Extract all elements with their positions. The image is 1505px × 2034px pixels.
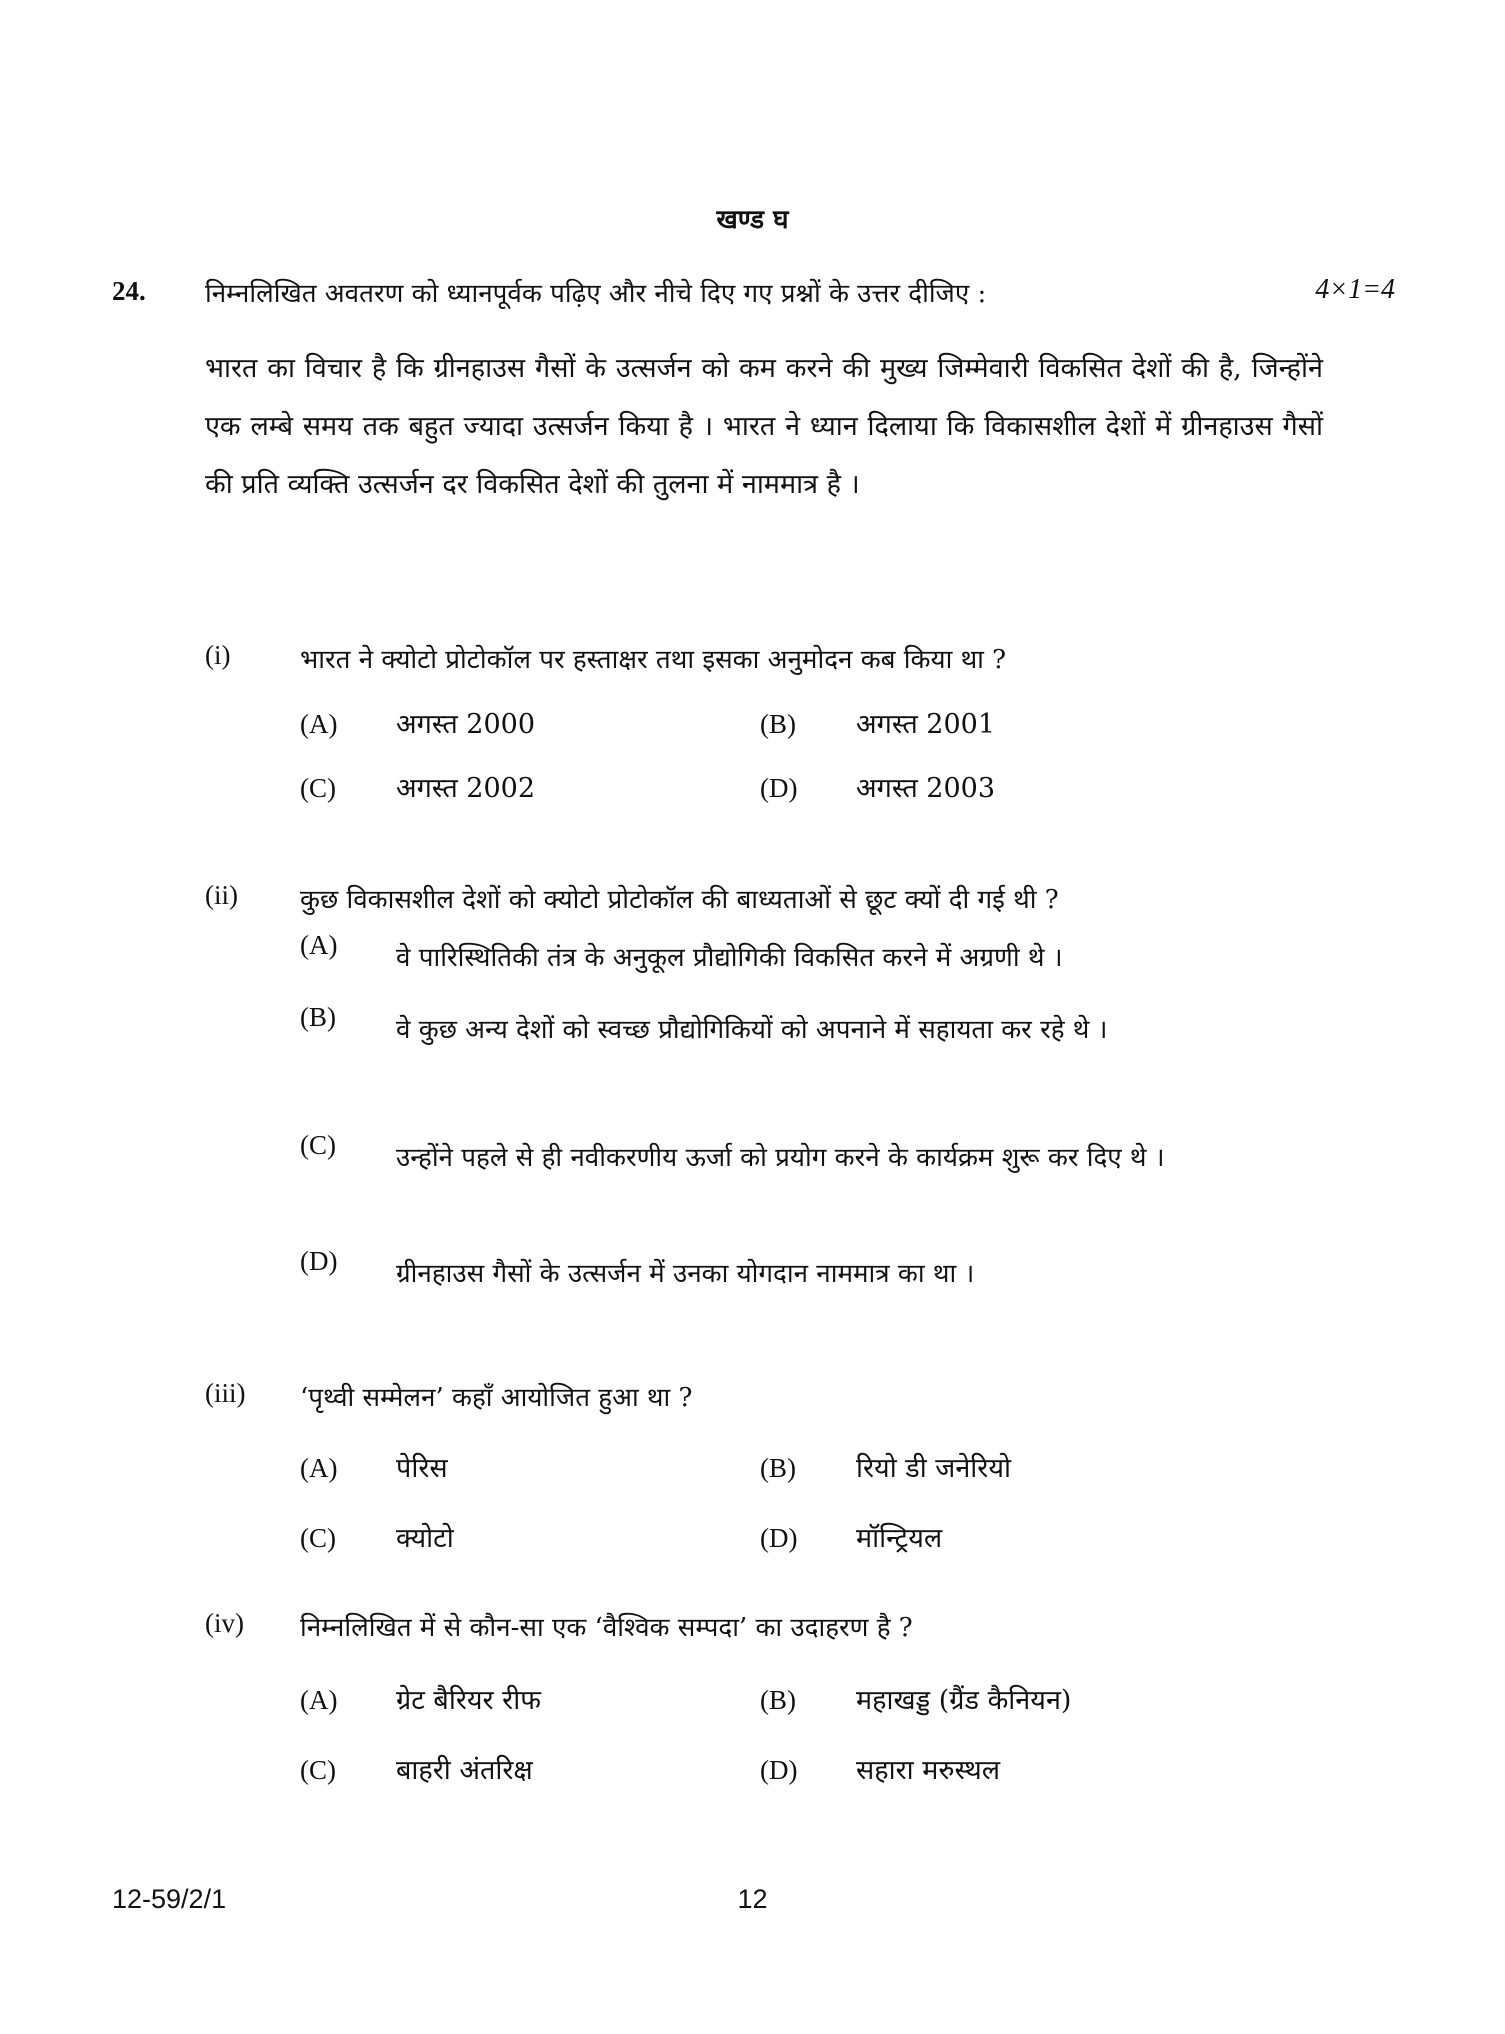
option-b[interactable] bbox=[760, 1448, 1011, 1485]
option-text: ग्रेट बैरियर रीफ bbox=[396, 1685, 542, 1716]
option-text: अगस्त 2003 bbox=[856, 773, 996, 804]
question-number: 24. bbox=[112, 276, 146, 306]
paper-code: 12-59/2/1 bbox=[112, 1884, 227, 1914]
subquestion-label: (iv) bbox=[205, 1608, 244, 1638]
option-text: उन्होंने पहले से ही नवीकरणीय ऊर्जा को प्रयोग करने के कार्यक्रम शुरू कर दिए थे । bbox=[396, 1143, 1165, 1173]
option-text: अगस्त 2000 bbox=[396, 709, 536, 740]
option-text: ग्रीनहाउस गैसों के उत्सर्जन में उनका योगदान नाममात्र का था । bbox=[396, 1259, 975, 1289]
subquestion-text: निम्नलिखित में से कौन-सा एक ‘वैश्विक सम्पदा’ का उदाहरण है ? bbox=[300, 1613, 913, 1643]
option-a[interactable] bbox=[300, 930, 1330, 986]
passage-text: भारत का विचार है कि ग्रीनहाउस गैसों के उत्सर्जन को कम करने की मुख्य जिम्मेवारी विकसित देशों की है, जिन्होंने एक लम्बे समय तक बहुत ज्यादा उत्सर्जन किया है । भारत ने ध्यान दिलाया कि विकासशील देशों में ग्रीनहाउस गैसों की प्रति व्यक्ति उत्सर्जन दर विकसित देशों की तुलना में नाममात्र है । bbox=[205, 353, 1323, 500]
subquestion-text: भारत ने क्योटो प्रोटोकॉल पर हस्ताक्षर तथा इसका अनुमोदन कब किया था ? bbox=[300, 645, 1007, 675]
page-number: 12 bbox=[737, 1884, 768, 1914]
option-text: अगस्त 2002 bbox=[396, 773, 536, 804]
option-b[interactable] bbox=[300, 1002, 1330, 1058]
option-label: (C) bbox=[300, 1523, 336, 1553]
option-label: (D) bbox=[300, 1246, 338, 1276]
option-c[interactable] bbox=[300, 1518, 454, 1555]
option-text: मॉन्ट्रियल bbox=[856, 1523, 943, 1554]
option-label: (D) bbox=[760, 1523, 798, 1553]
option-c[interactable] bbox=[300, 1130, 1330, 1186]
option-label: (A) bbox=[300, 930, 338, 960]
option-d[interactable] bbox=[300, 1246, 1330, 1302]
option-text: रियो डी जनेरियो bbox=[856, 1453, 1011, 1484]
marks-allocation: 4×1=4 bbox=[1315, 274, 1395, 305]
subquestion-label: (ii) bbox=[205, 880, 238, 910]
subquestion-text: कुछ विकासशील देशों को क्योटो प्रोटोकॉल की बाध्यताओं से छूट क्यों दी गई थी ? bbox=[300, 885, 1059, 915]
option-label: (D) bbox=[760, 773, 798, 803]
option-text: महाखड्ड (ग्रैंड कैनियन) bbox=[856, 1685, 1072, 1716]
option-label: (B) bbox=[760, 1685, 796, 1715]
option-label: (A) bbox=[300, 709, 338, 739]
option-a[interactable] bbox=[300, 1680, 541, 1717]
section-title: खण्ड घ bbox=[716, 205, 789, 235]
option-text: क्योटो bbox=[396, 1523, 454, 1554]
option-label: (A) bbox=[300, 1453, 338, 1483]
option-label: (B) bbox=[760, 1453, 796, 1483]
subquestion-text: ‘पृथ्वी सम्मेलन’ कहाँ आयोजित हुआ था ? bbox=[300, 1383, 693, 1413]
subquestion-label: (i) bbox=[205, 640, 231, 670]
option-text: वे कुछ अन्य देशों को स्वच्छ प्रौद्योगिकियों को अपनाने में सहायता कर रहे थे । bbox=[396, 1015, 1108, 1045]
option-text: बाहरी अंतरिक्ष bbox=[396, 1755, 533, 1786]
option-a[interactable] bbox=[300, 1448, 448, 1485]
option-d[interactable] bbox=[760, 1518, 942, 1555]
option-a[interactable] bbox=[300, 704, 535, 741]
option-b[interactable] bbox=[760, 1680, 1071, 1717]
option-label: (C) bbox=[300, 773, 336, 803]
option-label: (B) bbox=[760, 709, 796, 739]
question-instruction: निम्नलिखित अवतरण को ध्यानपूर्वक पढ़िए और नीचे दिए गए प्रश्नों के उत्तर दीजिए : bbox=[205, 279, 987, 309]
option-label: (B) bbox=[300, 1002, 336, 1032]
subquestion-label: (iii) bbox=[205, 1378, 246, 1408]
option-label: (A) bbox=[300, 1685, 338, 1715]
option-b[interactable] bbox=[760, 704, 995, 741]
option-c[interactable] bbox=[300, 768, 535, 805]
option-d[interactable] bbox=[760, 768, 995, 805]
option-c[interactable] bbox=[300, 1750, 533, 1787]
option-label: (C) bbox=[300, 1755, 336, 1785]
option-label: (D) bbox=[760, 1755, 798, 1785]
option-d[interactable] bbox=[760, 1750, 1000, 1787]
option-text: पेरिस bbox=[396, 1453, 448, 1484]
option-label: (C) bbox=[300, 1130, 336, 1160]
option-text: वे पारिस्थितिकी तंत्र के अनुकूल प्रौद्योगिकी विकसित करने में अग्रणी थे । bbox=[396, 943, 1063, 973]
option-text: अगस्त 2001 bbox=[856, 709, 996, 740]
option-text: सहारा मरुस्थल bbox=[856, 1755, 1001, 1786]
